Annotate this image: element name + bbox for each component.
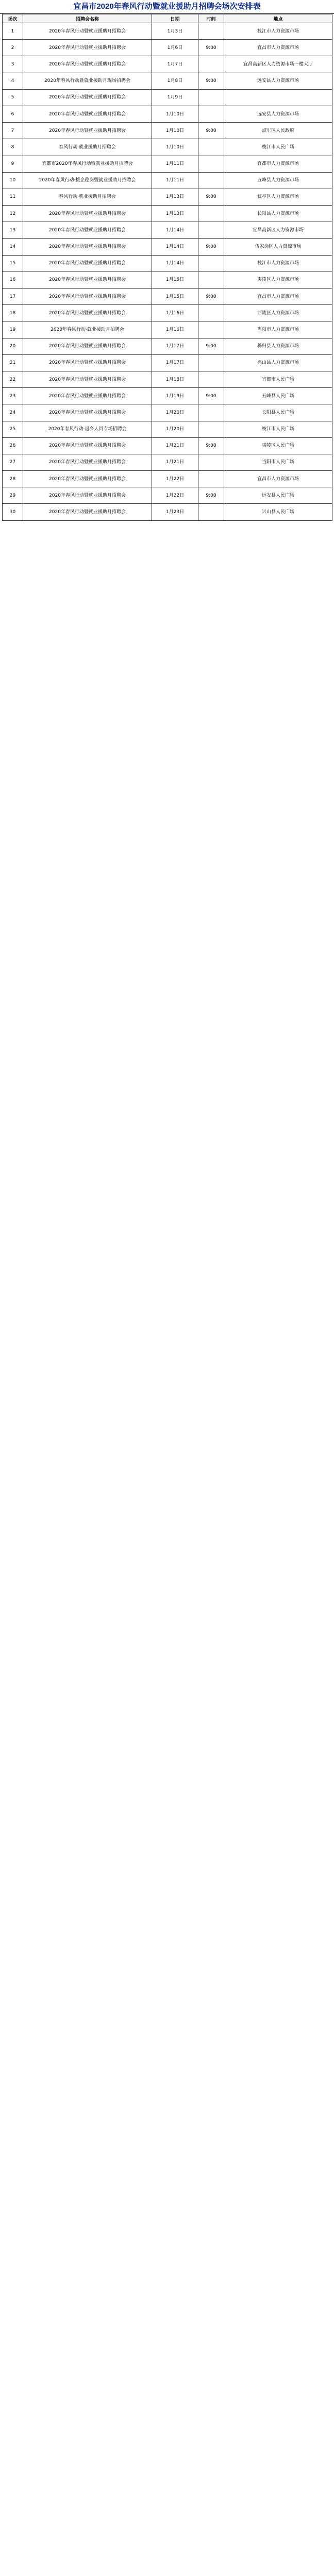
column-header-place: 地点 <box>224 14 332 23</box>
cell-index: 29 <box>3 487 23 504</box>
cell-place: 远安县人力资源市场 <box>224 106 332 122</box>
cell-index: 26 <box>3 437 23 454</box>
cell-place: 猇亭区人力资源市场 <box>224 189 332 205</box>
cell-time: 9:00 <box>198 388 224 404</box>
cell-time: 9:00 <box>198 437 224 454</box>
column-header-index: 场次 <box>3 14 23 23</box>
cell-index: 15 <box>3 255 23 272</box>
cell-date: 1月7日 <box>152 56 198 73</box>
cell-place: 远安县人力资源市场 <box>224 73 332 89</box>
cell-name: 2020年春风行动暨就业援助月招聘会 <box>23 354 152 371</box>
cell-place: 宜都市人民广场 <box>224 371 332 387</box>
cell-date: 1月13日 <box>152 189 198 205</box>
cell-index: 8 <box>3 139 23 156</box>
cell-name: 2020年春风行动暨就业援助月招聘会 <box>23 471 152 487</box>
cell-time: 9:00 <box>198 189 224 205</box>
cell-name: 2020年春风行动暨就业援助月招聘会 <box>23 23 152 40</box>
cell-time: 9:00 <box>198 40 224 56</box>
table-header-row <box>3 14 332 23</box>
cell-time <box>198 504 224 520</box>
table-row <box>3 421 332 437</box>
cell-time <box>198 371 224 387</box>
cell-time <box>198 354 224 371</box>
cell-time: 9:00 <box>198 73 224 89</box>
cell-date: 1月14日 <box>152 255 198 272</box>
cell-place: 伍家岗区人力资源市场 <box>224 239 332 255</box>
cell-name: 2020年春风行动暨就业援助月招聘会 <box>23 255 152 272</box>
schedule-table <box>2 14 332 521</box>
cell-name: 2020年春风行动暨就业援助月招聘会 <box>23 40 152 56</box>
cell-name: 2020年春风行动暨就业援助月招聘会 <box>23 56 152 73</box>
cell-date: 1月16日 <box>152 321 198 338</box>
cell-place: 当阳市人民广场 <box>224 454 332 470</box>
cell-index: 28 <box>3 471 23 487</box>
table-row <box>3 139 332 156</box>
cell-time <box>198 172 224 189</box>
cell-name: 春风行动·就业援助月招聘会 <box>23 189 152 205</box>
cell-date: 1月21日 <box>152 437 198 454</box>
cell-date: 1月19日 <box>152 388 198 404</box>
cell-date: 1月23日 <box>152 504 198 520</box>
cell-index: 27 <box>3 454 23 470</box>
table-row <box>3 40 332 56</box>
cell-name: 2020年春风行动暨就业援助月招聘会 <box>23 305 152 321</box>
table-row <box>3 504 332 520</box>
cell-time <box>198 23 224 40</box>
cell-date: 1月14日 <box>152 222 198 239</box>
table-row <box>3 172 332 189</box>
cell-name: 2020年春风行动暨就业援助月招聘会 <box>23 504 152 520</box>
cell-place: 宜昌市人力资源市场 <box>224 471 332 487</box>
table-row <box>3 89 332 106</box>
cell-place: 长阳县人力资源市场 <box>224 206 332 222</box>
cell-index: 6 <box>3 106 23 122</box>
cell-time <box>198 454 224 470</box>
cell-date: 1月21日 <box>152 454 198 470</box>
cell-date: 1月20日 <box>152 404 198 421</box>
table-row <box>3 73 332 89</box>
column-header-time: 时间 <box>198 14 224 23</box>
cell-index: 24 <box>3 404 23 421</box>
cell-name: 2020年春风行动暨就业援助月招聘会 <box>23 454 152 470</box>
cell-index: 3 <box>3 56 23 73</box>
cell-place: 宜昌高新区人力资源市场一楼大厅 <box>224 56 332 73</box>
cell-time <box>198 139 224 156</box>
table-row <box>3 106 332 122</box>
cell-time <box>198 421 224 437</box>
cell-name: 2020年春风行动暨就业援助月招聘会 <box>23 404 152 421</box>
cell-date: 1月22日 <box>152 487 198 504</box>
cell-place: 五峰县人民广场 <box>224 388 332 404</box>
cell-place: 西陵区人力资源市场 <box>224 305 332 321</box>
cell-place: 夷陵区人力资源市场 <box>224 272 332 288</box>
cell-date: 1月3日 <box>152 23 198 40</box>
cell-date: 1月10日 <box>152 123 198 139</box>
table-row <box>3 471 332 487</box>
cell-index: 12 <box>3 206 23 222</box>
cell-place: 五峰县人力资源市场 <box>224 172 332 189</box>
cell-index: 4 <box>3 73 23 89</box>
cell-place: 宜昌市人力资源市场 <box>224 40 332 56</box>
cell-name: 2020年春风行动暨就业援助月招聘会 <box>23 289 152 305</box>
cell-name: 2020年春风行动·返乡人员专场招聘会 <box>23 421 152 437</box>
cell-name: 2020年春风行动暨就业援助月招聘会 <box>23 123 152 139</box>
cell-index: 23 <box>3 388 23 404</box>
table-row <box>3 255 332 272</box>
cell-time <box>198 321 224 338</box>
cell-index: 21 <box>3 354 23 371</box>
cell-time: 9:00 <box>198 487 224 504</box>
cell-place <box>224 89 332 106</box>
cell-date: 1月11日 <box>152 172 198 189</box>
cell-time <box>198 404 224 421</box>
cell-index: 17 <box>3 289 23 305</box>
cell-name: 2020年春风行动暨就业援助月招聘会 <box>23 437 152 454</box>
table-row <box>3 354 332 371</box>
table-body <box>3 23 332 521</box>
cell-index: 5 <box>3 89 23 106</box>
cell-index: 14 <box>3 239 23 255</box>
table-row <box>3 189 332 205</box>
cell-date: 1月17日 <box>152 338 198 354</box>
cell-place: 当阳市人力资源市场 <box>224 321 332 338</box>
cell-date: 1月18日 <box>152 371 198 387</box>
cell-name: 2020年春风行动暨就业援助月招聘会 <box>23 338 152 354</box>
cell-place: 枝江市人民广场 <box>224 421 332 437</box>
cell-place: 枝江市人力资源市场 <box>224 255 332 272</box>
cell-name: 宜都市2020年春风行动暨就业援助月招聘会 <box>23 156 152 172</box>
cell-name: 2020年春风行动·援企稳岗暨就业援助月招聘会 <box>23 172 152 189</box>
cell-time <box>198 106 224 122</box>
cell-date: 1月10日 <box>152 139 198 156</box>
cell-date: 1月17日 <box>152 354 198 371</box>
table-row <box>3 222 332 239</box>
cell-date: 1月8日 <box>152 73 198 89</box>
cell-index: 22 <box>3 371 23 387</box>
cell-time <box>198 305 224 321</box>
cell-place: 秭归县人力资源市场 <box>224 338 332 354</box>
cell-index: 19 <box>3 321 23 338</box>
cell-index: 7 <box>3 123 23 139</box>
cell-time: 9:00 <box>198 239 224 255</box>
cell-date: 1月9日 <box>152 89 198 106</box>
cell-place: 长阳县人民广场 <box>224 404 332 421</box>
table-row <box>3 321 332 338</box>
table-row <box>3 338 332 354</box>
cell-time: 9:00 <box>198 338 224 354</box>
cell-date: 1月22日 <box>152 471 198 487</box>
cell-index: 18 <box>3 305 23 321</box>
cell-name: 2020年春风行动暨就业援助月招聘会 <box>23 487 152 504</box>
table-row <box>3 404 332 421</box>
cell-date: 1月20日 <box>152 421 198 437</box>
cell-time <box>198 156 224 172</box>
table-row <box>3 56 332 73</box>
cell-index: 20 <box>3 338 23 354</box>
cell-index: 13 <box>3 222 23 239</box>
cell-time: 9:00 <box>198 123 224 139</box>
cell-place: 宜昌高新区人力资源市场 <box>224 222 332 239</box>
cell-time <box>198 222 224 239</box>
table-row <box>3 123 332 139</box>
cell-date: 1月15日 <box>152 272 198 288</box>
table-row <box>3 239 332 255</box>
cell-name: 2020年春风行动暨就业援助月招聘会 <box>23 239 152 255</box>
cell-place: 点军区人民政府 <box>224 123 332 139</box>
cell-place: 远安县人民广场 <box>224 487 332 504</box>
column-header-name: 招聘会名称 <box>23 14 152 23</box>
cell-date: 1月10日 <box>152 106 198 122</box>
cell-time <box>198 206 224 222</box>
table-row <box>3 371 332 387</box>
cell-time <box>198 255 224 272</box>
cell-date: 1月11日 <box>152 156 198 172</box>
cell-place: 枝江市人民广场 <box>224 139 332 156</box>
cell-name: 2020年春风行动暨就业援助月招聘会 <box>23 89 152 106</box>
cell-place: 兴山县人力资源市场 <box>224 354 332 371</box>
table-row <box>3 289 332 305</box>
cell-index: 10 <box>3 172 23 189</box>
cell-time <box>198 471 224 487</box>
cell-place: 宜都市人力资源市场 <box>224 156 332 172</box>
cell-date: 1月14日 <box>152 239 198 255</box>
cell-time <box>198 56 224 73</box>
cell-time: 9:00 <box>198 289 224 305</box>
table-row <box>3 206 332 222</box>
cell-date: 1月16日 <box>152 305 198 321</box>
cell-date: 1月6日 <box>152 40 198 56</box>
column-header-date: 日期 <box>152 14 198 23</box>
cell-index: 9 <box>3 156 23 172</box>
cell-time <box>198 272 224 288</box>
page-title: 宜昌市2020年春风行动暨就业援助月招聘会场次安排表 <box>0 0 334 14</box>
table-row <box>3 23 332 40</box>
table-row <box>3 454 332 470</box>
cell-name: 2020年春风行动暨就业援助月招聘会 <box>23 371 152 387</box>
cell-name: 2020年春风行动·就业援助月招聘会 <box>23 321 152 338</box>
cell-index: 2 <box>3 40 23 56</box>
cell-place: 宜昌市人力资源市场 <box>224 289 332 305</box>
table-row <box>3 272 332 288</box>
cell-name: 2020年春风行动暨就业援助月招聘会 <box>23 272 152 288</box>
cell-name: 2020年春风行动暨就业援助月招聘会 <box>23 222 152 239</box>
cell-index: 16 <box>3 272 23 288</box>
cell-place: 兴山县人民广场 <box>224 504 332 520</box>
cell-time <box>198 89 224 106</box>
cell-place: 夷陵区人民广场 <box>224 437 332 454</box>
table-row <box>3 156 332 172</box>
cell-name: 2020年春风行动暨就业援助月招聘会 <box>23 106 152 122</box>
cell-name: 2020年春风行动暨就业援助月现场招聘会 <box>23 73 152 89</box>
table-row <box>3 487 332 504</box>
cell-date: 1月13日 <box>152 206 198 222</box>
cell-index: 25 <box>3 421 23 437</box>
cell-name: 春风行动·就业援助月招聘会 <box>23 139 152 156</box>
table-row <box>3 437 332 454</box>
cell-place: 枝江市人力资源市场 <box>224 23 332 40</box>
cell-date: 1月15日 <box>152 289 198 305</box>
cell-name: 2020年春风行动暨就业援助月招聘会 <box>23 388 152 404</box>
cell-name: 2020年春风行动暨就业援助月招聘会 <box>23 206 152 222</box>
cell-index: 30 <box>3 504 23 520</box>
table-row <box>3 305 332 321</box>
cell-index: 11 <box>3 189 23 205</box>
cell-index: 1 <box>3 23 23 40</box>
table-row <box>3 388 332 404</box>
